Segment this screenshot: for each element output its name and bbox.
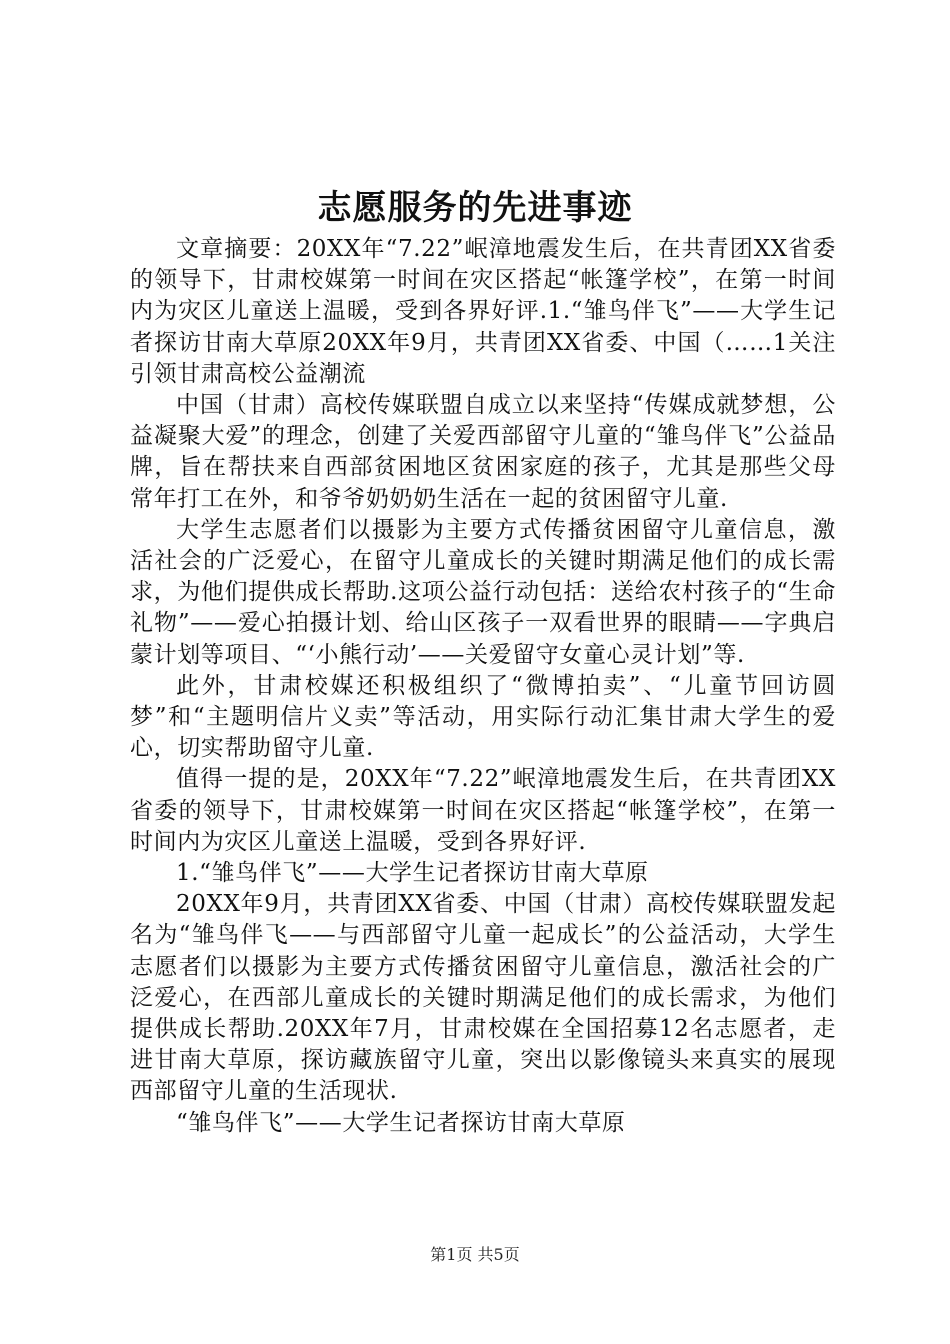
paragraph-other-activities: 此外，甘肃校媒还积极组织了“微博拍卖”、“儿童节回访圆梦”和“主题明信片义卖”等活动，用实际行动汇集甘肃大学生的爱心，切实帮助留守儿童. [130, 672, 836, 762]
paragraph-alliance-intro: 中国（甘肃）高校传媒联盟自成立以来坚持“传媒成就梦想，公益凝聚大爱”的理念，创建了关爱西部留守儿童的“雏鸟伴飞”公益品牌，旨在帮扶来自西部贫困地区贫困家庭的孩子，尤其是那些父母常年打工在外，和爷爷奶奶奶生活在一起的贫困留守儿童. [130, 392, 836, 512]
page-number-footer: 第1页 共5页 [430, 1245, 520, 1264]
document-title: 志愿服务的先进事迹 [317, 188, 633, 228]
paragraph-gannan-visit: 20XX年9月，共青团XX省委、中国（甘肃）高校传媒联盟发起名为“雏鸟伴飞——与西部留守儿童一起成长”的公益活动，大学生志愿者们以摄影为主要方式传播贫困留守儿童信息，激活社会的广泛爱心，在西部儿童成长的关键时期满足他们的成长需求，为他们提供成长帮助.20XX年7月，甘肃校媒在全国招募12名志愿者，走进甘南大草原，探访藏族留守儿童，突出以影像镜头来真实的展现西部留守儿童的生活现状. [130, 891, 836, 1105]
document-body [130, 234, 836, 1139]
section-subheading: “雏鸟伴飞”——大学生记者探访甘南大草原 [176, 1109, 626, 1136]
paragraph-volunteer-actions: 大学生志愿者们以摄影为主要方式传播贫困留守儿童信息，激活社会的广泛爱心，在留守儿童成长的关键时期满足他们的成长需求，为他们提供成长帮助.这项公益行动包括：送给农村孩子的“生命礼物”——爱心拍摄计划、给山区孩子一双看世界的眼睛——字典启蒙计划等项目、“‘小熊行动’——关爱留守女童心灵计划”等. [130, 516, 836, 668]
paragraph-abstract: 文章摘要：20XX年“7.22”岷漳地震发生后，在共青团XX省委的领导下，甘肃校媒第一时间在灾区搭起“帐篷学校”，在第一时间内为灾区儿童送上温暖，受到各界好评.1.“雏鸟伴飞”——大学生记者探访甘南大草原20XX年9月，共青团XX省委、中国（……1关注引领甘肃高校公益潮流 [130, 236, 836, 387]
paragraph-earthquake-response: 值得一提的是，20XX年“7.22”岷漳地震发生后，在共青团XX省委的领导下，甘肃校媒第一时间在灾区搭起“帐篷学校”，在第一时间内为灾区儿童送上温暖，受到各界好评. [130, 766, 836, 855]
section-heading: 1.“雏鸟伴飞”——大学生记者探访甘南大草原 [176, 860, 649, 887]
